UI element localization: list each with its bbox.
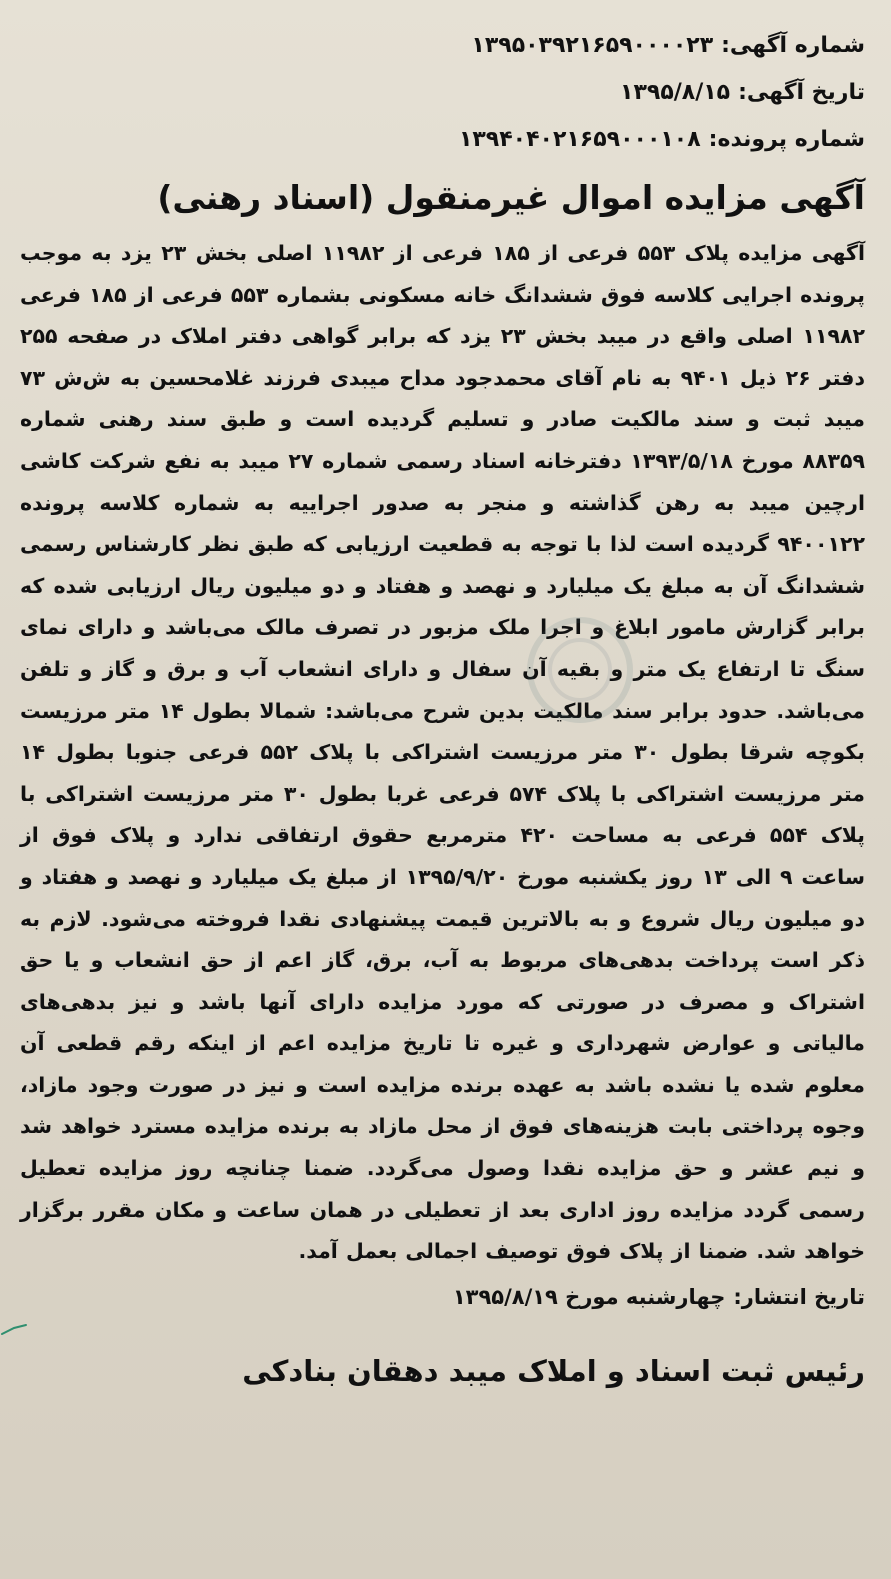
notice-title: آگهی مزایده اموال غیرمنقول (اسناد رهنی) bbox=[157, 178, 865, 217]
file-number-line bbox=[20, 116, 865, 163]
notice-body: آگهی مزایده پلاک ۵۵۳ فرعی از ۱۸۵ فرعی از ۱۱۹۸۲ اصلی بخش ۲۳ یزد به موجب پرونده اجرایی کلاسه فوق ششدانگ خانه مسکونی بشماره ۵۵۳ فرعی از ۱۸۵ فرعی ۱۱۹۸۲ اصلی واقع در میبد بخش ۲۳ یزد که برابر گواهی دفتر املاک در صفحه ۲۵۵ دفتر ۲۶ ذیل ۹۴۰۱ به نام آقای محمدجود مداح میبدی فرزند غلامحسین به ش‌ش ۷۳ میبد ثبت و سند مالکیت صادر و تسلیم گردیده است و طبق سند رهنی شماره ۸۸۳۵۹ مورخ ۱۳۹۳/۵/۱۸ دفترخانه اسناد رسمی شماره ۲۷ میبد به نفع شرکت کاشی ارچین میبد به رهن گذاشته و منجر به صدور اجراییه به شماره کلاسه پرونده ۹۴۰۰۱۲۲ گردیده است لذا با توجه به قطعیت ارزیابی که طبق نظر کارشناس رسمی ششدانگ آن به مبلغ یک میلیارد و نهصد و هفتاد و دو میلیون ریال ارزیابی شده که برابر گزارش مامور ابلاغ و اجرا ملک مزبور در تصرف مالک می‌باشد و دارای نمای سنگ تا ارتفاع یک متر و بقیه آن سفال و دارای انشعاب آب و برق و گاز و تلفن می‌باشد. حدود برابر سند مالکیت بدین شرح می‌باشد: شمالا بطول ۱۴ متر مرزیست بکوچه شرقا بطول ۳۰ متر مرزیست اشتراکی با پلاک ۵۵۲ فرعی جنوبا بطول ۱۴ متر مرزیست اشتراکی با پلاک ۵۷۴ فرعی غربا بطول ۳۰ متر مرزیست اشتراکی با پلاک ۵۵۴ فرعی به مساحت ۴۲۰ مترمربع حقوق ارتفاقی ندارد و پلاک فوق از ساعت ۹ الی ۱۳ روز یکشنبه مورخ ۱۳۹۵/۹/۲۰ از مبلغ یک میلیارد و نهصد و هفتاد و دو میلیون ریال شروع و به بالاترین قیمت پیشنهادی نقدا فروخته می‌شود. لازم به ذکر است پرداخت بدهی‌های مربوط به آب، برق، گاز اعم از حق انشعاب و یا حق اشتراک و مصرف در صورتی که مورد مزایده دارای آنها باشد و نیز بدهی‌های مالیاتی و عوارض شهرداری و غیره تا تاریخ مزایده اعم از اینکه رقم قطعی آن معلوم شده یا نشده باشد به عهده برنده مزایده است و نیز در صورت وجود مازاد، وجوه پرداختی بابت هزینه‌های فوق از محل مازاد به برنده مزایده مسترد خواهد شد و نیم عشر و حق مزایده نقدا وصول می‌گردد. ضمنا چنانچه روز مزایده تعطیل رسمی گردد مزایده روز اداری بعد از تعطیلی در همان ساعت و مکان مقرر برگزار خواهد شد. ضمنا از پلاک فوق توصیف اجمالی بعمل آمد. bbox=[20, 241, 866, 1264]
ad-number-value: ۱۳۹۵۰۳۹۲۱۶۵۹۰۰۰۰۲۳ bbox=[471, 33, 714, 58]
ad-date-label: تاریخ آگهی: bbox=[738, 80, 865, 105]
signature-line: رئیس ثبت اسناد و املاک میبد دهقان بنادکی bbox=[242, 1353, 865, 1388]
ad-date-line bbox=[20, 69, 865, 116]
file-number-value: ۱۳۹۴۰۴۰۲۱۶۵۹۰۰۰۱۰۸ bbox=[458, 127, 701, 152]
publication-date-line bbox=[20, 1275, 865, 1319]
pen-mark-icon bbox=[0, 1322, 30, 1338]
ad-number-line bbox=[20, 22, 865, 69]
ad-date-value: ۱۳۹۵/۸/۱۵ bbox=[620, 80, 731, 105]
publication-date-value: چهارشنبه مورخ ۱۳۹۵/۸/۱۹ bbox=[452, 1284, 726, 1309]
publication-date-label: تاریخ انتشار: bbox=[733, 1284, 865, 1309]
file-number-label: شماره پرونده: bbox=[708, 127, 865, 152]
ad-number-label: شماره آگهی: bbox=[721, 33, 865, 58]
